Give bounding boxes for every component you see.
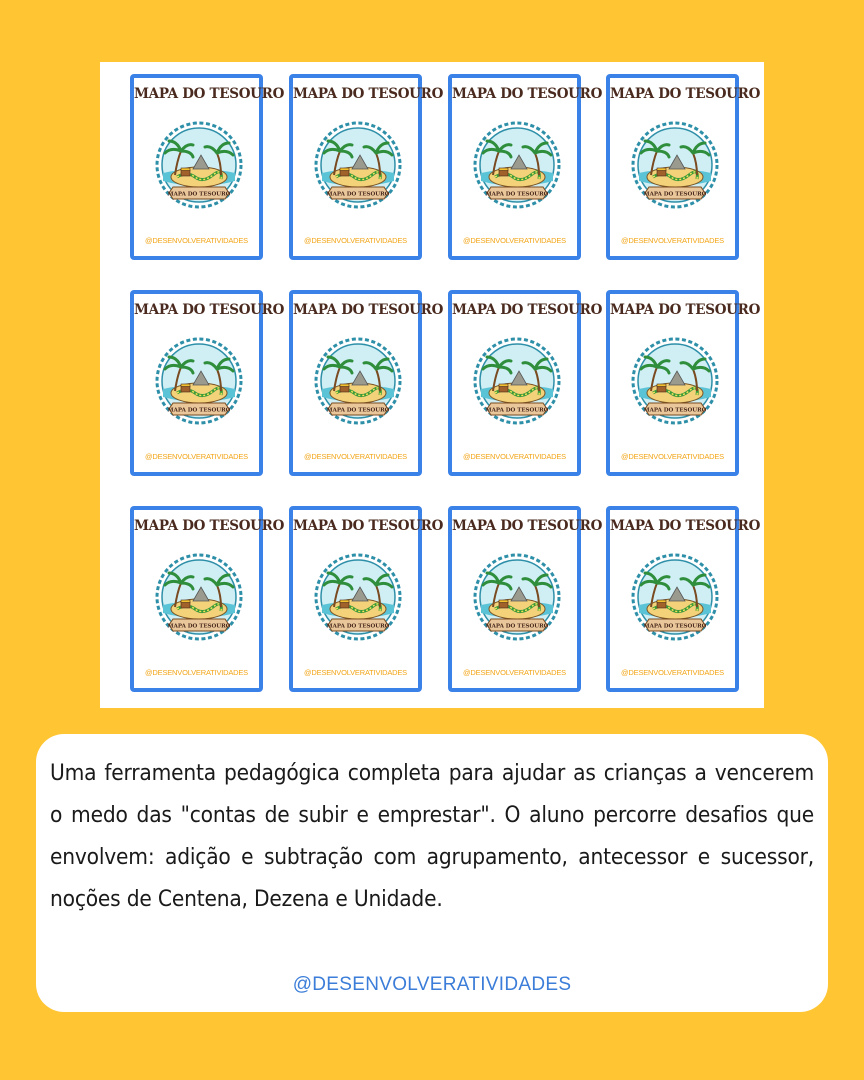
card-handle: @DESENVOLVERATIVIDADES (304, 452, 407, 461)
card-handle: @DESENVOLVERATIVIDADES (304, 668, 407, 677)
card-title: MAPA DO TESOURO (293, 302, 444, 318)
card-title: MAPA DO TESOURO (610, 302, 761, 318)
treasure-map-emblem-icon (631, 553, 719, 641)
card (606, 506, 761, 692)
card-title: MAPA DO TESOURO (134, 86, 285, 102)
card-handle: @DESENVOLVERATIVIDADES (621, 452, 724, 461)
description-box (36, 734, 828, 1012)
card-title: MAPA DO TESOURO (134, 302, 285, 318)
card-handle: @DESENVOLVERATIVIDADES (621, 236, 724, 245)
card-title: MAPA DO TESOURO (293, 86, 444, 102)
card-handle: @DESENVOLVERATIVIDADES (145, 452, 248, 461)
treasure-map-emblem-icon (473, 337, 561, 425)
card-handle: @DESENVOLVERATIVIDADES (463, 236, 566, 245)
card (130, 290, 285, 476)
description-text: Uma ferramenta pedagógica completa para ajudar as crianças a vencerem o medo das "contas de subir e emprestar". O aluno percorre desafios que envolvem: adição e subtração com agrupamento, antecessor e sucessor, noções de Centena, Dezena e Unidade. (50, 760, 814, 912)
treasure-map-emblem-icon (155, 553, 243, 641)
card-title: MAPA DO TESOURO (452, 86, 603, 102)
card (130, 74, 285, 260)
card-handle: @DESENVOLVERATIVIDADES (304, 236, 407, 245)
card-title: MAPA DO TESOURO (134, 518, 285, 534)
card (606, 74, 761, 260)
card-title: MAPA DO TESOURO (610, 86, 761, 102)
card-handle: @DESENVOLVERATIVIDADES (621, 668, 724, 677)
card (448, 290, 603, 476)
card (448, 74, 603, 260)
card (448, 506, 603, 692)
card-title: MAPA DO TESOURO (452, 518, 603, 534)
treasure-map-emblem-icon (155, 121, 243, 209)
card-title: MAPA DO TESOURO (293, 518, 444, 534)
treasure-map-emblem-icon (314, 337, 402, 425)
treasure-map-emblem-icon (473, 121, 561, 209)
treasure-map-emblem-icon (631, 337, 719, 425)
card-title: MAPA DO TESOURO (452, 302, 603, 318)
footer-handle: @DESENVOLVERATIVIDADES (292, 974, 572, 995)
card (130, 506, 285, 692)
treasure-map-emblem-icon (314, 553, 402, 641)
printable-card-sheet (100, 62, 764, 708)
card-title: MAPA DO TESOURO (610, 518, 761, 534)
treasure-map-emblem-icon (155, 337, 243, 425)
treasure-map-emblem-icon (314, 121, 402, 209)
treasure-map-emblem-icon (631, 121, 719, 209)
card (289, 290, 444, 476)
card (606, 290, 761, 476)
card (289, 506, 444, 692)
card-handle: @DESENVOLVERATIVIDADES (145, 668, 248, 677)
treasure-map-emblem-icon (473, 553, 561, 641)
card-handle: @DESENVOLVERATIVIDADES (463, 452, 566, 461)
card-handle: @DESENVOLVERATIVIDADES (145, 236, 248, 245)
card (289, 74, 444, 260)
card-handle: @DESENVOLVERATIVIDADES (463, 668, 566, 677)
